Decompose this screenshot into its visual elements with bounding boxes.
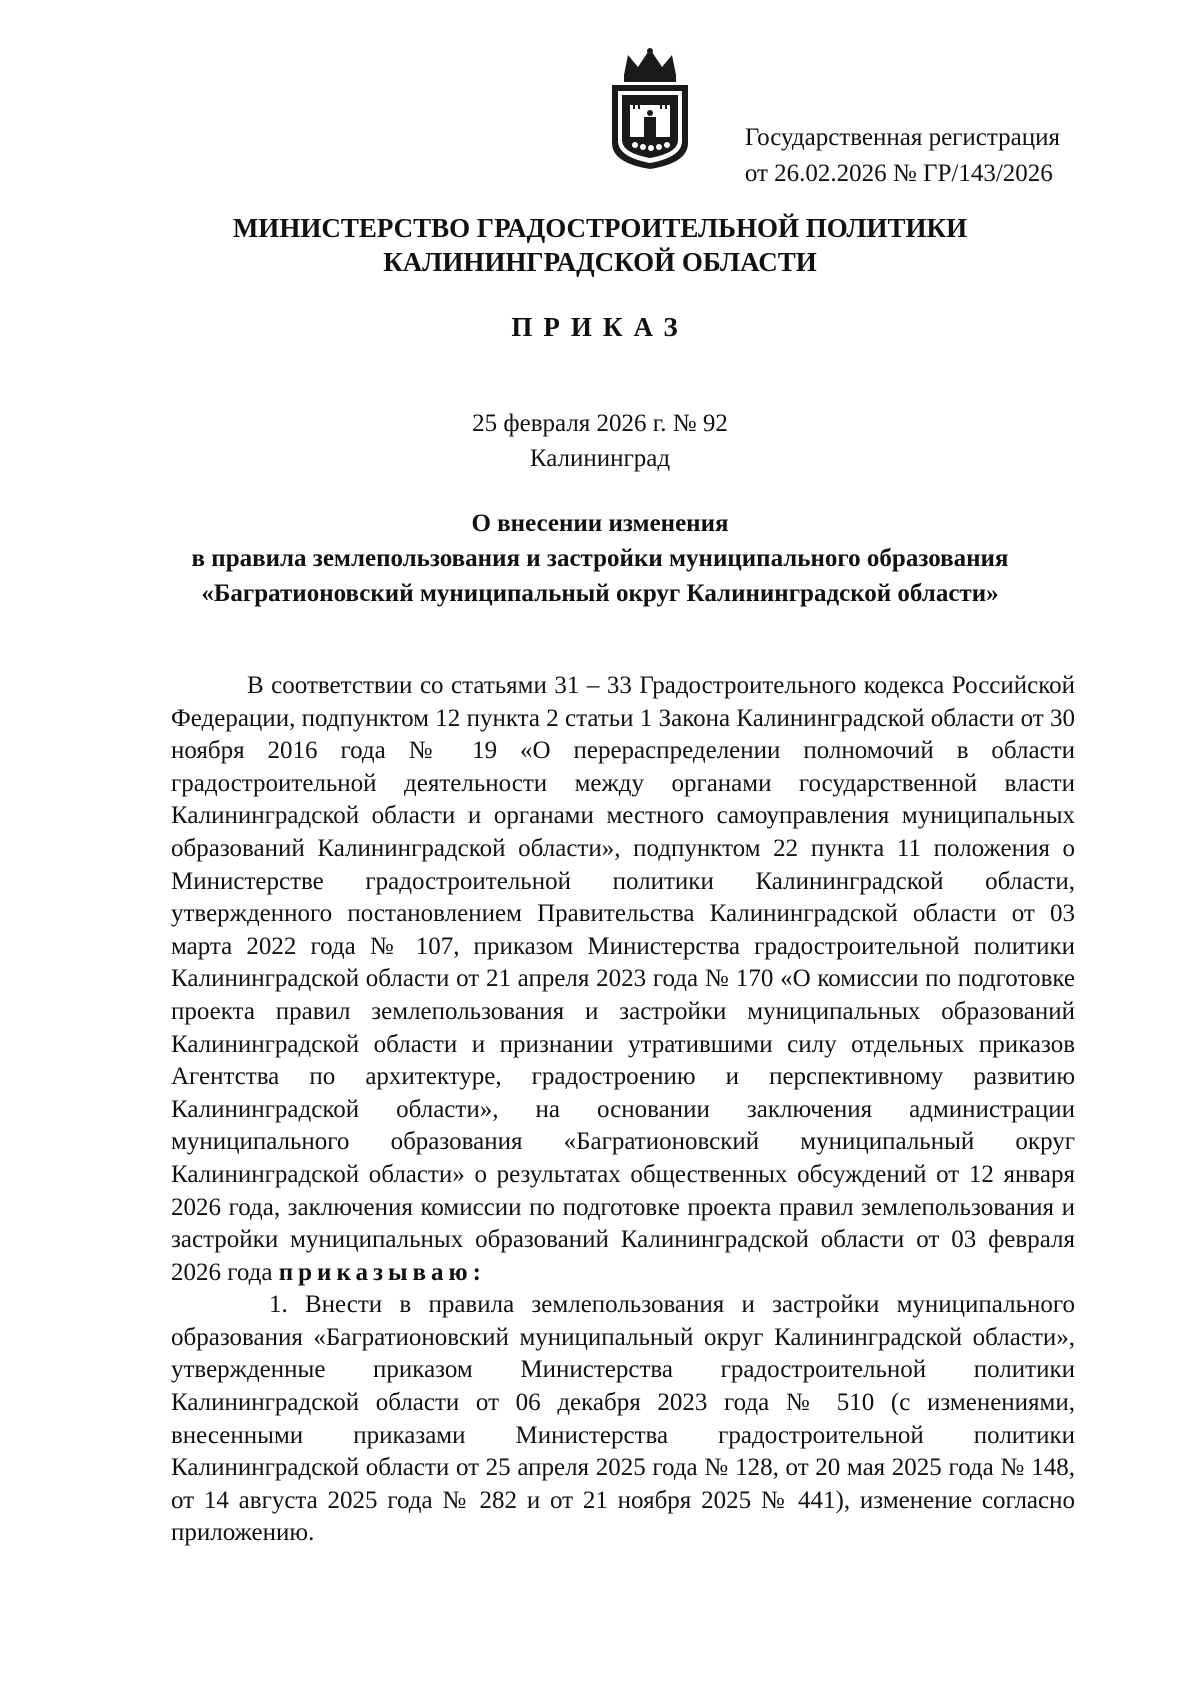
preamble-paragraph xyxy=(171,670,1075,1289)
title-line1: О внесении изменения xyxy=(471,510,729,537)
city: Калининград xyxy=(529,445,671,472)
order-word: приказываю: xyxy=(278,1258,486,1286)
registration-line: Государственная регистрация xyxy=(744,124,1060,151)
registration-stamp xyxy=(745,120,1060,192)
ministry-name xyxy=(0,211,1200,279)
preamble-text: В соответствии со статьями 31 – 33 Градостроительного кодекса Российской Федерации, подпунктом 12 пункта 2 статьи 1 Закона Калининградской области от 30 ноября 2016 года № 19 «О перераспределении полномочий в области градостроительной деятельности между органами государственной власти Калининградской области и органами местного самоуправления муниципальных образований Калининградской области», подпунктом 22 пункта 11 положения о Министерстве градостроительной политики Калининградской области, утвержденного постановлением Правительства Калининградской области от 03 марта 2022 года № 107, приказом Министерства градостроительной политики Калининградской области от 21 апреля 2023 года № 170 «О комиссии по подготовке проекта правил землепользования и застройки муниципальных образований Калининградской области и признании утратившими силу отдельных приказов Агентства по архитектуре, градостроению и перспективному развитию Калининградской области», на основании заключения администрации муниципального образования «Багратионовский муниципальный округ Калининградской области» о результатах общественных обсуждений от 12 января 2026 года, заключения комиссии по подготовке проекта правил землепользования и застройки муниципальных образований Калининградской области от 03 февраля 2026 года xyxy=(171,672,1075,1286)
title-line3: «Багратионовский муниципальный округ Калининградской области» xyxy=(201,580,999,607)
ministry-name-line1: МИНИСТЕРСТВО ГРАДОСТРОИТЕЛЬНОЙ ПОЛИТИКИ xyxy=(232,213,968,243)
title-line2: в правила землепользования и застройки муниципального образования xyxy=(191,545,1009,572)
document-title xyxy=(0,506,1200,611)
date-block xyxy=(0,406,1200,476)
date-number: 25 февраля 2026 г. № 92 xyxy=(472,410,728,437)
coat-of-arms-icon xyxy=(590,45,710,173)
item-1-paragraph: 1. Внести в правила землепользования и застройки муниципального образования «Багратионовский муниципальный округ Калининградской области», утвержденные приказом Министерства градостроительной политики Калининградской области от 06 декабря 2023 года № 510 (с изменениями, внесенными приказами Министерства градостроительной политики Калининградской области от 25 апреля 2025 года № 128, от 20 мая 2025 года № 148, от 14 августа 2025 года № 282 и от 21 ноября 2025 № 441), изменение согласно приложению. xyxy=(171,1291,1075,1547)
ministry-name-line2: КАЛИНИНГРАДСКОЙ ОБЛАСТИ xyxy=(383,247,817,277)
document-type: ПРИКАЗ xyxy=(511,312,689,342)
registration-number: от 26.02.2026 № ГР/143/2026 xyxy=(744,160,1053,187)
document-body xyxy=(171,670,1075,1550)
